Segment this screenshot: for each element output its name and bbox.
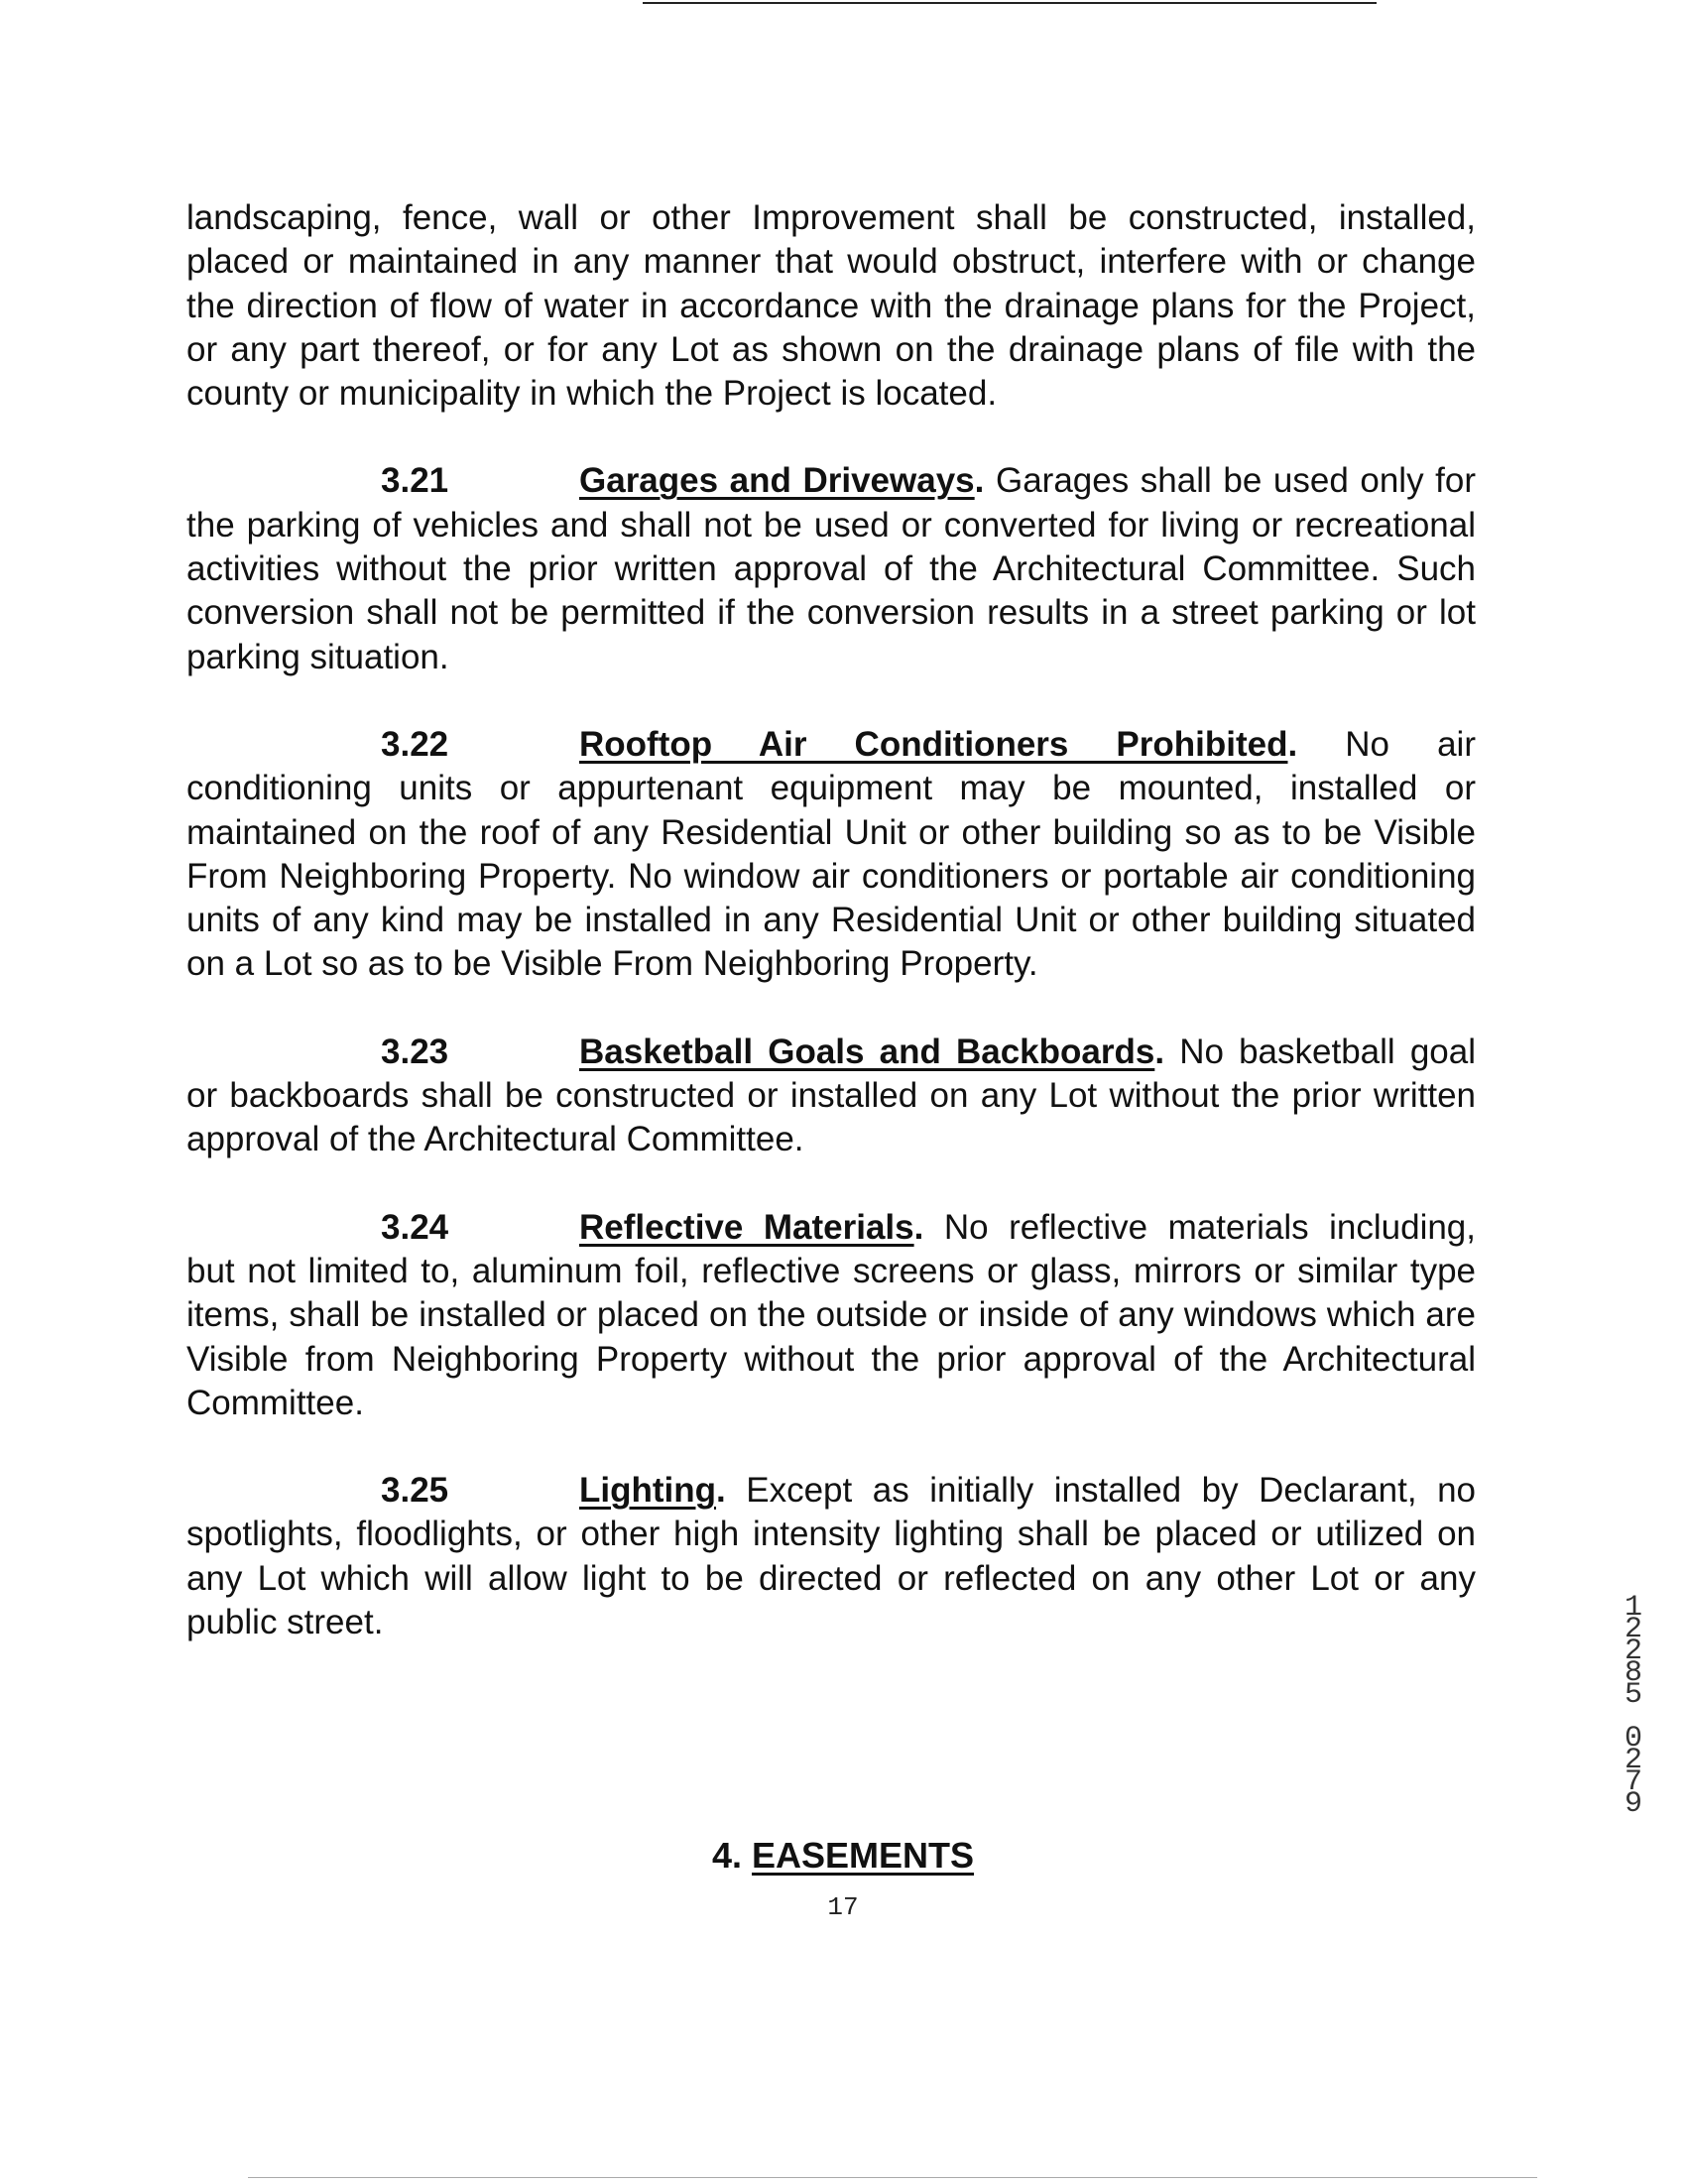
section-number: 3.25 [381, 1471, 449, 1511]
section-text: No reflective materials including, but not limited to, aluminum foil, reflective screens or glass, mirrors or similar type items, shall be installed or placed on the outside or inside of any windows which are Visible from Neighboring Property without the prior approval of the Architectural Committee. [186, 1207, 1476, 1422]
section-text: Except as initially installed by Declarant, no spotlights, floodlights, or other high intensity lighting shall be placed or utilized on any Lot which will allow light to be directed or reflected on any other Lot or any public street. [186, 1471, 1476, 1642]
recording-number-part2: 0279 [1624, 1722, 1642, 1821]
recording-number [1617, 1591, 1650, 1821]
section-title: Basketball Goals and Backboards [579, 1031, 1155, 1071]
page-number: 17 [827, 1892, 859, 1922]
section-number: 3.21 [381, 461, 449, 501]
section-number: 3.23 [381, 1031, 449, 1071]
next-section-heading [0, 1835, 1686, 1877]
section-text: No air conditioning units or appurtenant equipment may be mounted, installed or maintained on the roof of any Residential Unit or other building so as to be Visible From Neighboring Property. No window air conditioners or portable air conditioning units of any kind may be installed in any Residential Unit or other building situated on a Lot so as to be Visible From Neighboring Property. [186, 724, 1476, 984]
section-title: Lighting [579, 1471, 717, 1511]
heading-title: EASEMENTS [752, 1835, 975, 1876]
section-3-24: 3.24 Reflective Materials. No reflective materials including, but not limited to, aluminum foil, reflective screens or glass, mirrors or similar type items, shall be installed or placed on the outside or inside of any windows which are Visible from Neighboring Property without the prior approval of the Architectural Committee. [186, 1207, 1476, 1422]
section-title: Rooftop Air Conditioners Prohibited [579, 724, 1288, 764]
section-title: Reflective Materials [579, 1207, 914, 1247]
section-number: 3.24 [381, 1207, 449, 1247]
top-rule [643, 2, 1377, 4]
intro-paragraph: landscaping, fence, wall or other Improvement shall be constructed, installed, placed or maintained in any manner that would obstruct, interfere with or change the direction of flow of water in accordance with the drainage plans for the Project, or any part thereof, or for any Lot as shown on the drainage plans of file with the county or municipality in which the Project is located. [186, 198, 1476, 414]
section-title: Garages and Driveways [579, 461, 975, 501]
section-text: No basketball goal or backboards shall be constructed or installed on any Lot without the prior written approval of the Architectural Committee. [186, 1031, 1476, 1159]
section-text: Garages shall be used only for the parking of vehicles and shall not be used or converted for living or recreational activities without the prior written approval of the Architectural Committee. Such conversion shall not be permitted if the conversion results in a street parking or lot parking situation. [186, 461, 1476, 676]
section-3-21: 3.21 Garages and Driveways. Garages shall be used only for the parking of vehicles and shall not be used or converted for living or recreational activities without the prior written approval of the Architectural Committee. Such conversion shall not be permitted if the conversion results in a street parking or lot parking situation. [186, 461, 1476, 676]
section-3-22: 3.22 Rooftop Air Conditioners Prohibited. No air conditioning units or appurtenant equipment may be mounted, installed or maintained on the roof of any Residential Unit or other building so as to be Visible From Neighboring Property. No window air conditioners or portable air conditioning units of any kind may be installed in any Residential Unit or other building situated on a Lot so as to be Visible From Neighboring Property. [186, 724, 1476, 984]
section-number: 3.22 [381, 724, 449, 764]
bottom-rule [248, 2177, 1537, 2178]
section-3-23: 3.23 Basketball Goals and Backboards. No basketball goal or backboards shall be constructed or installed on any Lot without the prior written approval of the Architectural Committee. [186, 1031, 1476, 1159]
heading-number: 4. [711, 1835, 742, 1876]
section-3-25: 3.25 Lighting. Except as initially installed by Declarant, no spotlights, floodlights, or other high intensity lighting shall be placed or utilized on any Lot which will allow light to be directed or reflected on any other Lot or any public street. [186, 1471, 1476, 1642]
recording-number-part1: 12285 [1624, 1591, 1642, 1712]
document-body [186, 196, 1476, 1644]
